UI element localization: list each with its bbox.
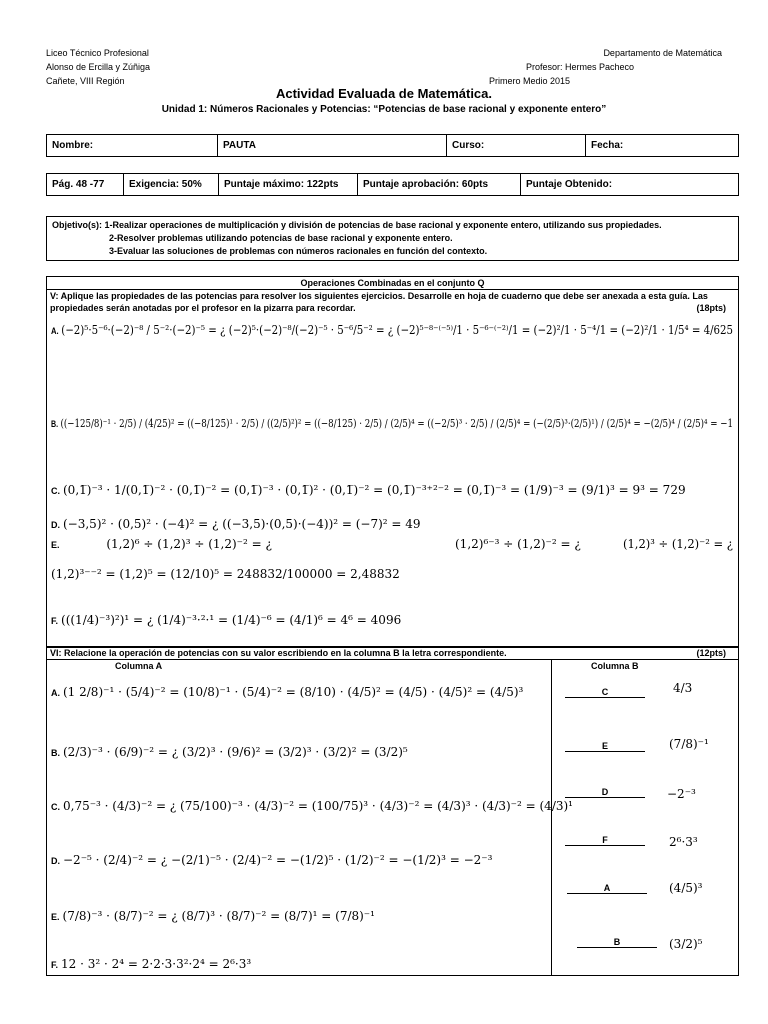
column-divider: [551, 660, 552, 975]
pages: Pág. 48 -77: [47, 174, 124, 196]
exercise-expression: (7/8)⁻³ · (8/7)⁻² = ¿ (8/7)³ · (8/7)⁻² = (8/7)¹ = (7/8)⁻¹: [62, 909, 375, 923]
objective-3: 3-Evaluar las soluciones de problemas con números racionales en función del contexto.: [109, 246, 488, 256]
exercise-expression: (1 2/8)⁻¹ · (5/4)⁻² = (10/8)⁻¹ · (5/4)⁻² = (8/10) · (4/5)² = (4/5) · (4/5)² = (4/5)³: [63, 685, 524, 699]
exercise-label: C.: [51, 802, 60, 812]
section-vi-points: (12pts): [696, 648, 726, 658]
exercise-expression: 12 · 3² · 2⁴ = 2·2·3·3²·2⁴ = 2⁶·3³: [61, 957, 252, 971]
exercise-v-f: [51, 613, 401, 627]
exercise-label: B.: [51, 748, 60, 758]
exercise-v-e-step3: (1,2)³ ÷ (1,2)⁻² = ¿: [623, 537, 733, 551]
exercise-expression: (1,2)⁶ ÷ (1,2)³ ÷ (1,2)⁻² = ¿: [106, 537, 272, 551]
exercise-label: C.: [51, 486, 60, 496]
exercise-expression: (((1/4)⁻³)²)¹ = ¿ (1/4)⁻³·²·¹ = (1/4)⁻⁶ = (4/1)⁶ = 4⁶ = 4096: [61, 613, 402, 627]
answer-blank-2[interactable]: E: [565, 741, 645, 752]
objective-1: Objetivo(s): 1-Realizar operaciones de multiplicación y división de potencias de base racional y exponente entero, utilizando sus propiedades.: [52, 220, 662, 230]
exercise-expression: ((−125/8)⁻¹ · 2/5) / (4/25)² = ((−8/125)¹ · 2/5) / ((2/5)²)² = ((−8/125) · 2/5) / (2/5)⁴ = ((−2/5)³ · 2/5) / (2/5)⁴ = (−(2/5)³·(2/5)¹) / (2/5)⁴ = −(2/5)⁴ / (2/5)⁴ = −1: [60, 417, 734, 430]
section-vi: [46, 646, 739, 976]
exercise-label: D.: [51, 520, 60, 530]
exercise-label: A.: [51, 688, 60, 698]
page-title: Actividad Evaluada de Matemática.: [275, 86, 493, 101]
exercise-v-d: [51, 517, 421, 531]
exercise-vi-d: [51, 853, 492, 867]
pass-score: Puntaje aprobación: 60pts: [358, 174, 521, 196]
exercise-vi-e: [51, 909, 375, 923]
exercise-label: E.: [51, 912, 60, 922]
max-score: Puntaje máximo: 122pts: [219, 174, 358, 196]
exercise-label: F.: [51, 616, 59, 626]
exercise-v-b: [51, 417, 733, 430]
exercise-v-c: [51, 483, 686, 497]
name-label: Nombre:: [47, 135, 218, 157]
teacher: Profesor: Hermes Pacheco: [525, 62, 634, 72]
exercise-label: B.: [51, 419, 59, 429]
exercise-vi-b: [51, 745, 408, 759]
section-v-heading: Operaciones Combinadas en el conjunto Q: [47, 277, 738, 290]
exigencia: Exigencia: 50%: [124, 174, 219, 196]
exercise-expression: (2/3)⁻³ · (6/9)⁻² = ¿ (3/2)³ · (9/6)² = (3/2)³ · (3/2)² = (3/2)⁵: [63, 745, 408, 759]
column-b-value-5: (4/5)³: [669, 881, 703, 895]
school-name: Liceo Técnico Profesional: [46, 48, 149, 58]
exercise-v-a: [51, 323, 733, 337]
school-name-2: Alonso de Ercilla y Zúñiga: [46, 62, 151, 72]
name-field[interactable]: PAUTA: [218, 135, 447, 157]
page-subtitle: Unidad 1: Números Racionales y Potencias: “Potencias de base racional y exponente entero”: [161, 104, 607, 115]
score-info-table: [46, 173, 739, 196]
column-b-value-1: 4/3: [673, 681, 693, 695]
section-v: [46, 276, 739, 648]
answer-blank-4[interactable]: F: [565, 835, 645, 846]
exercise-label: D.: [51, 856, 60, 866]
answer-blank-3[interactable]: D: [565, 787, 645, 798]
grade: Primero Medio 2015: [488, 76, 570, 86]
exercise-expression: (0,1̅)⁻³ · 1/(0,1̅)⁻² · (0,1̅)⁻² = (0,1̅)⁻³ · (0,1̅)² · (0,1̅)⁻² = (0,1̅)⁻³⁺²⁻² = (0,1̅)⁻³ = (1/9)⁻³ = (9/1)³ = 9³ = 729: [63, 483, 686, 497]
exercise-vi-f: [51, 957, 251, 971]
exercise-label: F.: [51, 960, 59, 970]
exercise-expression: (−2)⁵·5⁻⁶·(−2)⁻⁸ / 5⁻²·(−2)⁻⁵ = ¿ (−2)⁵·(−2)⁻⁸/(−2)⁻⁵ · 5⁻⁶/5⁻² = ¿ (−2)⁵⁻⁸⁻⁽⁻⁵⁾/1 · 5⁻⁶⁻⁽⁻²⁾/1 = (−2)²/1 · 5⁻⁴/1 = (−2)²/1 · 1/5⁴ = 4/625: [61, 323, 734, 337]
school-location: Cañete, VIII Región: [46, 76, 125, 86]
exercise-v-e: [51, 537, 272, 551]
exercise-expression: 0,75⁻³ · (4/3)⁻² = ¿ (75/100)⁻³ · (4/3)⁻² = (100/75)³ · (4/3)⁻² = (4/3)³ · (4/3)⁻² = (4/3)¹: [63, 799, 573, 813]
section-v-points: (18pts): [696, 303, 726, 313]
section-vi-instruction: [47, 647, 738, 660]
date-field[interactable]: Fecha:: [586, 135, 739, 157]
column-b-value-3: −2⁻³: [667, 787, 696, 801]
answer-blank-1[interactable]: C: [565, 687, 645, 698]
exercise-vi-c: [51, 799, 573, 813]
student-info-table: [46, 134, 739, 157]
column-b-value-4: 2⁶·3³: [669, 835, 698, 849]
answer-blank-5[interactable]: A: [567, 883, 647, 894]
section-v-instruction: [47, 290, 738, 314]
department: Departamento de Matemática: [603, 48, 722, 58]
answer-blank-6[interactable]: B: [577, 937, 657, 948]
obtained-score-field[interactable]: Puntaje Obtenido:: [521, 174, 739, 196]
section-vi-instruction-text: VI: Relacione la operación de potencias con su valor escribiendo en la columna B la letra correspondiente.: [50, 648, 507, 658]
exercise-label: E.: [51, 540, 60, 550]
objectives-box: [46, 216, 739, 261]
column-a-heading: Columna A: [115, 661, 163, 671]
course-field[interactable]: Curso:: [447, 135, 586, 157]
exercise-vi-a: [51, 685, 523, 699]
column-b-value-6: (3/2)⁵: [669, 937, 703, 951]
exercise-v-e-step4: (1,2)³⁻⁻² = (1,2)⁵ = (12/10)⁵ = 248832/100000 = 2,48832: [51, 567, 400, 581]
exercise-v-e-step2: (1,2)⁶⁻³ ÷ (1,2)⁻² = ¿: [455, 537, 581, 551]
exercise-expression: −2⁻⁵ · (2/4)⁻² = ¿ −(2/1)⁻⁵ · (2/4)⁻² = −(1/2)⁵ · (1/2)⁻² = −(1/2)³ = −2⁻³: [63, 853, 493, 867]
school-header: [46, 46, 150, 88]
column-b-value-2: (7/8)⁻¹: [669, 737, 709, 751]
department-header: [489, 46, 722, 88]
column-b-heading: Columna B: [591, 661, 639, 671]
objective-2: 2-Resolver problemas utilizando potencias de base racional y exponente entero.: [109, 233, 453, 243]
section-v-instruction-text: V: Aplique las propiedades de las potencias para resolver los siguientes ejercicios. Desarrolle en hoja de cuaderno que debe ser anexada a esta guía. Las propiedades serán anotadas por el profesor en la pizarra para recordar.: [50, 291, 708, 313]
exercise-expression: (−3,5)² · (0,5)² · (−4)² = ¿ ((−3,5)·(0,5)·(−4))² = (−7)² = 49: [63, 517, 421, 531]
exercise-label: A.: [51, 326, 59, 336]
